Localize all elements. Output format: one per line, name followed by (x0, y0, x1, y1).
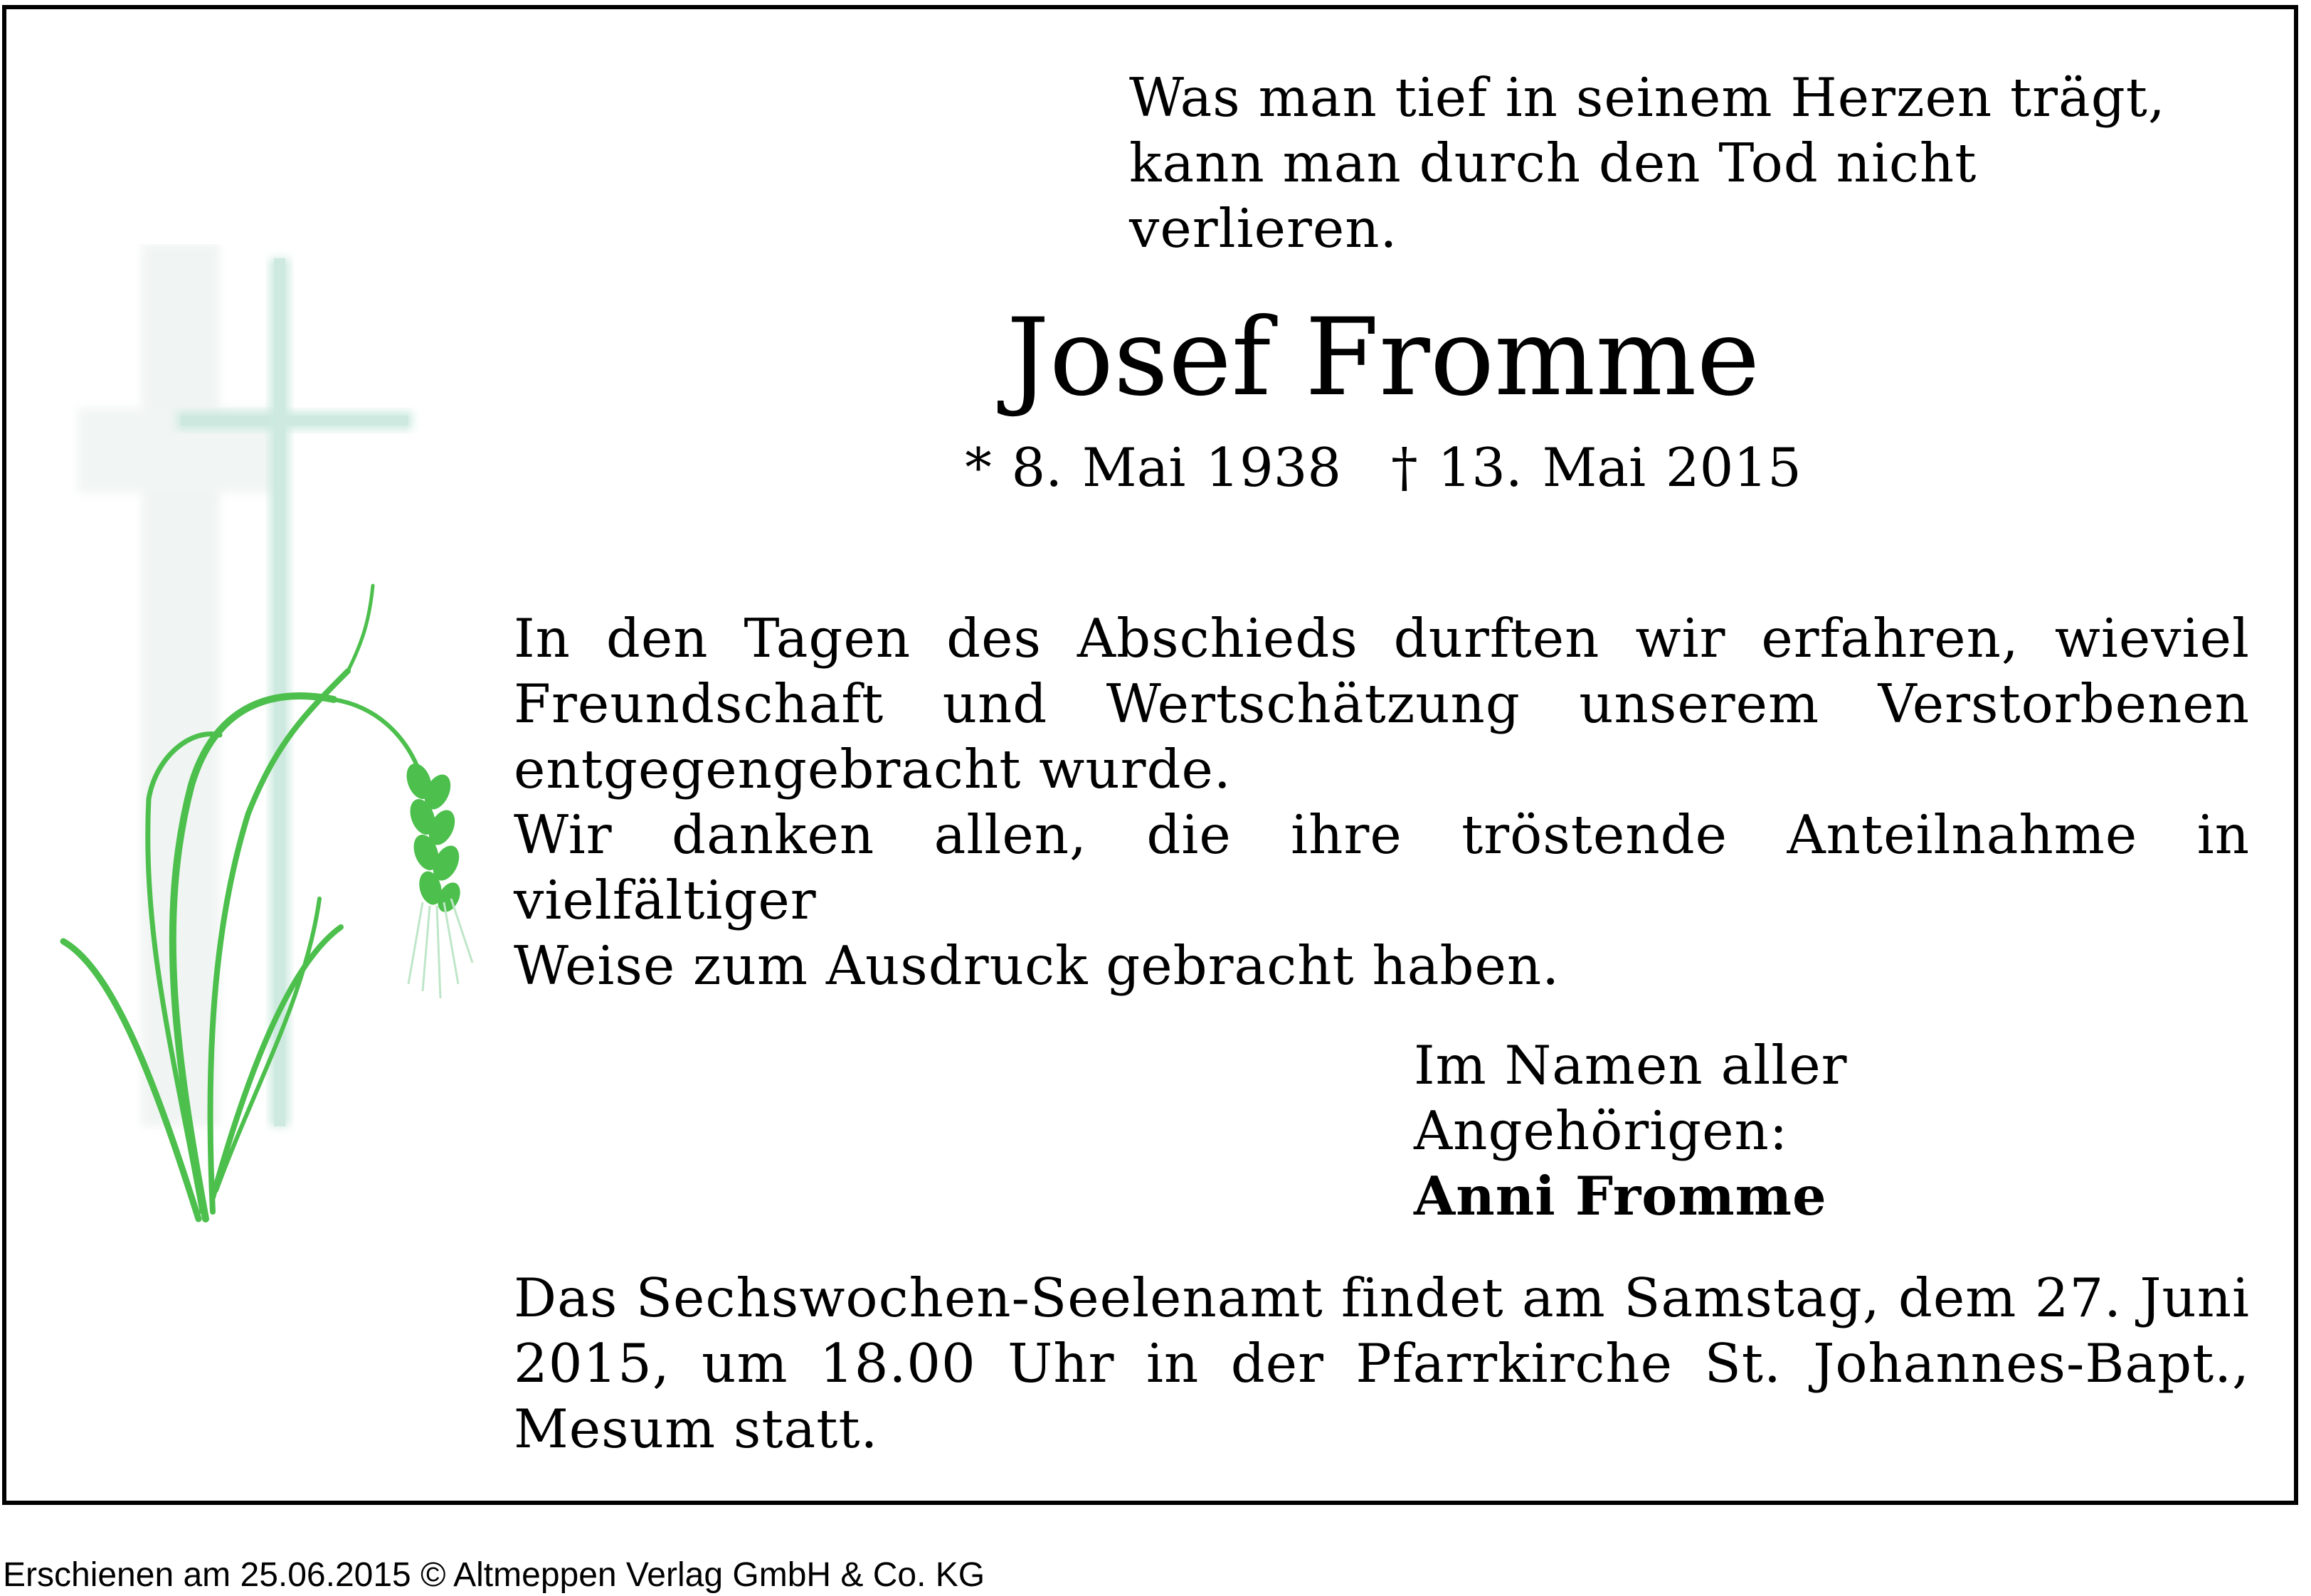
wheat-icon (63, 586, 419, 1219)
thanks-line-5: Weise zum Ausdruck gebracht haben. (514, 934, 1560, 997)
signer-name: Anni Fromme (1414, 1165, 1827, 1227)
death-date: † 13. Mai 2015 (1391, 436, 1802, 499)
signature-intro: Im Namen aller Angehörigen: (1414, 1034, 1848, 1162)
service-announcement (514, 1265, 2250, 1462)
thanks-paragraph (514, 606, 2250, 998)
service-line-2: 2015, um 18.00 Uhr in der Pfarrkirche St. Johannes-Bapt., (514, 1332, 2250, 1395)
quote-line-1: Was man tief in seinem Herzen trägt, (1129, 66, 2166, 129)
birth-date: * 8. Mai 1938 (965, 436, 1342, 499)
wheat-ear-icon (402, 760, 465, 916)
life-dates (718, 435, 2048, 500)
cross-with-wheat-icon (35, 244, 490, 1240)
obituary-notice (2, 5, 2298, 1505)
deceased-name: Josef Fromme (1006, 296, 1760, 420)
thanks-line-2: Freundschaft und Wertschätzung unserem Verstorbenen (514, 672, 2250, 735)
memorial-quote (1129, 65, 2239, 261)
service-line-1: Das Sechswochen-Seelenamt findet am Samstag, dem 27. Juni (514, 1267, 2250, 1329)
quote-line-2: kann man durch den Tod nicht verlieren. (1129, 132, 1977, 260)
thanks-line-1: In den Tagen des Abschieds durften wir erfahren, wieviel (514, 607, 2250, 670)
signature-block (1414, 1032, 2232, 1229)
thanks-line-4: Wir danken allen, die ihre tröstende Anteilnahme in vielfältiger (514, 803, 2250, 931)
publication-footer: Erschienen am 25.06.2015 © Altmeppen Verlag GmbH & Co. KG (3, 1556, 985, 1594)
service-line-3: Mesum statt. (514, 1397, 879, 1460)
thanks-line-3: entgegengebracht wurde. (514, 738, 1232, 800)
